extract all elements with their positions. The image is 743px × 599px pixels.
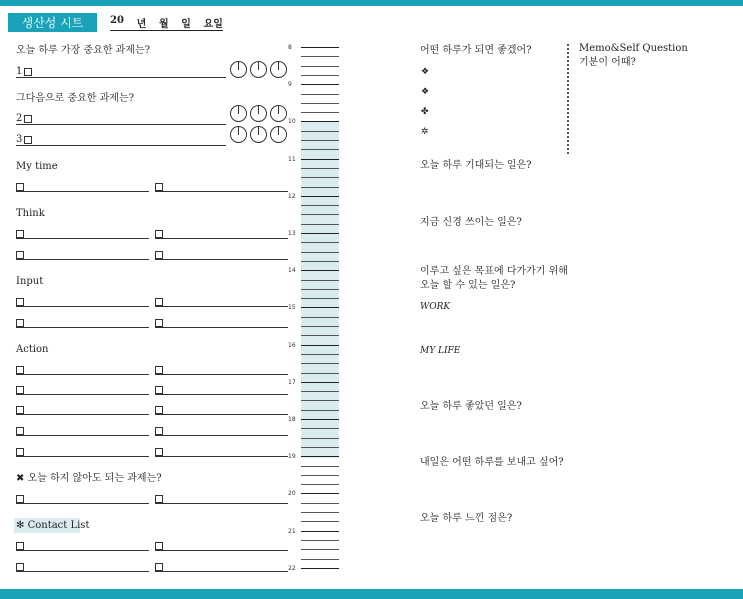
- timeline-hour-label: 21: [288, 527, 296, 535]
- timeline-hour-line: [301, 84, 339, 85]
- timeline-quarter-line: [301, 94, 339, 95]
- timeline-quarter-line: [301, 326, 339, 327]
- good-things-question: 오늘 하루 좋았던 일은?: [420, 401, 522, 412]
- contact-checkbox[interactable]: [155, 563, 163, 571]
- task-2-checkbox[interactable]: [24, 115, 32, 123]
- contact-line[interactable]: [16, 550, 149, 551]
- timeline-quarter-line: [301, 140, 339, 141]
- date-field[interactable]: [110, 15, 223, 31]
- timeline-quarter-line: [301, 466, 339, 467]
- sheet-title-text: 생산성 시트: [21, 16, 84, 30]
- task-3-number: 3: [16, 134, 23, 145]
- clock-icon: [250, 61, 267, 78]
- timeline-hour-line: [301, 456, 339, 457]
- timeline-quarter-line: [301, 252, 339, 253]
- timeline-hour-line: [301, 382, 339, 383]
- clock-icon: [270, 105, 287, 122]
- input-checkbox[interactable]: [155, 319, 163, 327]
- goal-question-line-1: 이루고 싶은 목표에 다가가기 위해: [420, 266, 568, 277]
- timeline-quarter-line: [301, 280, 339, 281]
- date-weekday-label: 요일: [203, 19, 223, 30]
- action-checkbox[interactable]: [155, 448, 163, 456]
- not-needed-checkbox[interactable]: [155, 495, 163, 503]
- timeline-hour-label: 10: [288, 118, 296, 126]
- timeline-quarter-line: [301, 363, 339, 364]
- timeline-hour-label: 9: [288, 81, 292, 89]
- input-line[interactable]: [16, 306, 149, 307]
- action-checkbox[interactable]: [155, 427, 163, 435]
- worry-question: 지금 신경 쓰이는 일은?: [420, 217, 522, 228]
- contact-list-text: Contact List: [27, 520, 90, 531]
- timeline-quarter-line: [301, 261, 339, 262]
- task-3-checkbox[interactable]: [24, 136, 32, 144]
- timeline-quarter-line: [301, 428, 339, 429]
- timeline-hour-line: [301, 196, 339, 197]
- not-needed-task-question: [16, 473, 162, 485]
- timeline-quarter-line: [301, 559, 339, 560]
- think-checkbox[interactable]: [16, 251, 24, 259]
- timeline-hour-line: [301, 531, 339, 532]
- timeline-hour-label: 13: [288, 230, 296, 237]
- timeline-hour-label: 14: [288, 267, 296, 275]
- contact-line[interactable]: [155, 571, 288, 572]
- timeline-quarter-line: [301, 187, 339, 188]
- timeline-quarter-line: [301, 131, 339, 132]
- star-bullet-icon: ✲: [421, 127, 429, 137]
- timeline-quarter-line: [301, 298, 339, 299]
- task-1-number: 1: [16, 66, 23, 77]
- most-important-task-question: 오늘 하루 가장 중요한 과제는?: [16, 45, 150, 56]
- timeline-hour-line: [301, 568, 339, 569]
- timeline-quarter-line: [301, 410, 339, 411]
- next-important-task-question: 그다음으로 중요한 과제는?: [16, 93, 134, 104]
- my-time-line[interactable]: [155, 191, 288, 192]
- think-line[interactable]: [155, 238, 288, 239]
- tomorrow-question: 내일은 어떤 하루를 보내고 싶어?: [420, 457, 564, 468]
- timeline-quarter-line: [301, 242, 339, 243]
- input-line[interactable]: [155, 327, 288, 328]
- timeline-quarter-line: [301, 66, 339, 67]
- clock-icon: [230, 126, 247, 143]
- contact-list-heading: [16, 520, 89, 532]
- timeline-quarter-line: [301, 75, 339, 76]
- action-line[interactable]: [16, 374, 149, 375]
- action-checkbox[interactable]: [16, 386, 24, 394]
- timeline-quarter-line: [301, 354, 339, 355]
- section-think: Think: [16, 208, 45, 219]
- expectation-question: 오늘 하루 기대되는 일은?: [420, 160, 532, 171]
- contact-line[interactable]: [155, 550, 288, 551]
- section-my-time: My time: [16, 161, 58, 172]
- timeline-hour-label: 17: [288, 378, 296, 386]
- section-action: Action: [16, 344, 49, 355]
- diamond-bullet-icon: ❖: [421, 87, 430, 97]
- task-2-number: 2: [16, 113, 23, 124]
- timeline-hour-label: 16: [288, 341, 296, 349]
- think-line[interactable]: [155, 259, 288, 260]
- memo-title: Memo&Self Question: [579, 43, 688, 54]
- timeline-hour-label: 15: [288, 304, 296, 312]
- contact-line[interactable]: [16, 571, 149, 572]
- task-3-line[interactable]: [16, 145, 226, 146]
- timeline-hour-label: 12: [288, 192, 296, 200]
- timeline-hour-line: [301, 270, 339, 271]
- action-line[interactable]: [16, 435, 149, 436]
- memo-question: 기분이 어때?: [579, 57, 636, 68]
- timeline-quarter-line: [301, 503, 339, 504]
- timeline-quarter-line: [301, 112, 339, 113]
- not-needed-checkbox[interactable]: [16, 495, 24, 503]
- timeline-quarter-line: [301, 391, 339, 392]
- timeline-hour-label: 11: [288, 155, 296, 163]
- timeline-hour-line: [301, 233, 339, 234]
- timeline-quarter-line: [301, 168, 339, 169]
- my-time-checkbox[interactable]: [155, 183, 163, 191]
- timeline-quarter-line: [301, 205, 339, 206]
- reflection-question: 오늘 하루 느낀 점은?: [420, 513, 513, 524]
- input-checkbox[interactable]: [16, 319, 24, 327]
- contact-checkbox[interactable]: [155, 542, 163, 550]
- action-line[interactable]: [155, 374, 288, 375]
- timeline-hour-line: [301, 159, 339, 160]
- timeline-quarter-line: [301, 475, 339, 476]
- date-day-label: 일: [181, 19, 191, 30]
- timeline-quarter-line: [301, 335, 339, 336]
- my-time-checkbox[interactable]: [16, 183, 24, 191]
- timeline-quarter-line: [301, 447, 339, 448]
- action-line[interactable]: [16, 394, 149, 395]
- not-needed-line[interactable]: [16, 503, 149, 504]
- goal-question-line-2: 오늘 할 수 있는 일은?: [420, 280, 516, 291]
- clock-icon: [270, 61, 287, 78]
- timeline-hour-label: 20: [288, 490, 296, 498]
- action-checkbox[interactable]: [16, 406, 24, 414]
- timeline-quarter-line: [301, 373, 339, 374]
- input-line[interactable]: [155, 306, 288, 307]
- flower-bullet-icon: ✤: [421, 107, 429, 117]
- timeline-quarter-line: [301, 317, 339, 318]
- not-needed-line[interactable]: [155, 503, 288, 504]
- timeline-hour-line: [301, 121, 339, 122]
- work-label: WORK: [420, 302, 451, 312]
- timeline-quarter-line: [301, 540, 339, 541]
- top-accent-bar: [0, 0, 743, 6]
- timeline-quarter-line: [301, 224, 339, 225]
- timeline-quarter-line: [301, 56, 339, 57]
- date-month-label: 월: [158, 19, 169, 30]
- action-line[interactable]: [155, 394, 288, 395]
- timeline-hour-line: [301, 493, 339, 494]
- clock-icon: [230, 61, 247, 78]
- clock-icon: [250, 126, 267, 143]
- date-year-prefix: 20: [110, 15, 124, 26]
- think-checkbox[interactable]: [155, 251, 163, 259]
- action-line[interactable]: [155, 435, 288, 436]
- timeline-hour-label: 19: [288, 453, 296, 461]
- bottom-accent-bar: [0, 589, 743, 599]
- action-checkbox[interactable]: [16, 448, 24, 456]
- clock-icon: [270, 126, 287, 143]
- timeline-hour-label: 8: [288, 44, 292, 51]
- my-life-label: MY LIFE: [420, 346, 461, 356]
- timeline-quarter-line: [301, 214, 339, 215]
- timeline-quarter-line: [301, 103, 339, 104]
- timeline-hour-line: [301, 419, 339, 420]
- clock-icon: [230, 105, 247, 122]
- date-year-label: 년: [136, 19, 147, 30]
- think-checkbox[interactable]: [16, 230, 24, 238]
- timeline-quarter-line: [301, 177, 339, 178]
- input-checkbox[interactable]: [16, 298, 24, 306]
- clock-icon: [250, 105, 267, 122]
- action-checkbox[interactable]: [155, 406, 163, 414]
- cross-mark-icon: ✖: [16, 473, 25, 484]
- task-1-line[interactable]: [16, 77, 226, 78]
- timeline-quarter-line: [301, 484, 339, 485]
- action-checkbox[interactable]: [16, 366, 24, 374]
- action-checkbox[interactable]: [16, 427, 24, 435]
- asterisk-icon: ✻: [16, 520, 25, 531]
- input-checkbox[interactable]: [155, 298, 163, 306]
- contact-checkbox[interactable]: [16, 542, 24, 550]
- timeline-quarter-line: [301, 512, 339, 513]
- task-1-checkbox[interactable]: [24, 68, 32, 76]
- action-line[interactable]: [155, 456, 288, 457]
- task-2-line[interactable]: [16, 124, 226, 125]
- action-checkbox[interactable]: [155, 366, 163, 374]
- not-needed-task-text: 오늘 하지 않아도 되는 과제는?: [27, 473, 162, 484]
- my-time-line[interactable]: [16, 191, 149, 192]
- hourly-timeline[interactable]: [301, 47, 339, 570]
- timeline-hour-line: [301, 307, 339, 308]
- timeline-hour-line: [301, 47, 339, 48]
- desired-day-question: 어떤 하루가 되면 좋겠어?: [420, 45, 532, 56]
- action-checkbox[interactable]: [155, 386, 163, 394]
- timeline-quarter-line: [301, 549, 339, 550]
- timeline-hour-line: [301, 345, 339, 346]
- contact-checkbox[interactable]: [16, 563, 24, 571]
- action-line[interactable]: [16, 414, 149, 415]
- timeline-hour-label: 22: [288, 564, 296, 572]
- diamond-bullet-icon: ❖: [421, 67, 430, 77]
- timeline-quarter-line: [301, 149, 339, 150]
- timeline-quarter-line: [301, 438, 339, 439]
- sheet-title: [8, 13, 97, 32]
- memo-dotted-divider: [567, 44, 569, 154]
- section-input: Input: [16, 276, 44, 287]
- think-line[interactable]: [16, 259, 149, 260]
- timeline-hour-label: 18: [288, 416, 296, 423]
- timeline-quarter-line: [301, 400, 339, 401]
- timeline-quarter-line: [301, 521, 339, 522]
- think-line[interactable]: [16, 238, 149, 239]
- action-line[interactable]: [16, 456, 149, 457]
- timeline-quarter-line: [301, 289, 339, 290]
- think-checkbox[interactable]: [155, 230, 163, 238]
- action-line[interactable]: [155, 414, 288, 415]
- input-line[interactable]: [16, 327, 149, 328]
